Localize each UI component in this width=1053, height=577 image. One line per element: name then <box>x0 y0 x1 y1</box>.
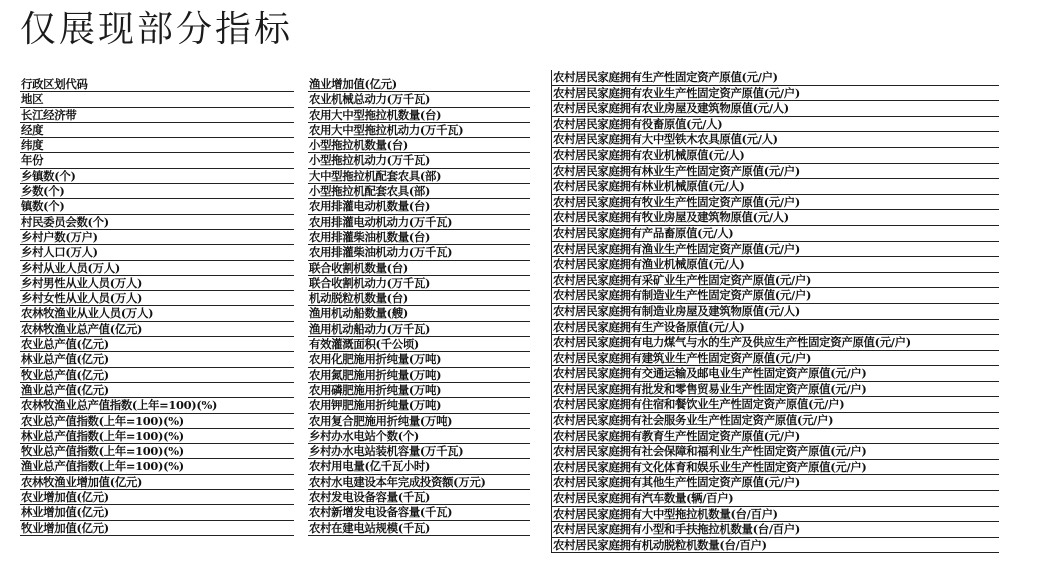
indicator-item: 农村发电设备容量(千瓦) <box>308 490 530 505</box>
indicator-item: 农村居民家庭拥有农业房屋及建筑物原值(元/人) <box>552 101 999 117</box>
indicator-item: 农用大中型拖拉机数量(台) <box>308 108 530 123</box>
indicator-item: 农业总产值(亿元) <box>20 337 294 352</box>
indicator-list <box>20 77 294 536</box>
indicator-item: 乡村人口(万人) <box>20 245 294 260</box>
indicator-item: 联合收割机动力(万千瓦) <box>308 276 530 291</box>
indicator-item: 乡村办水电站装机容量(万千瓦) <box>308 444 530 459</box>
indicator-item: 乡村男性从业人员(万人) <box>20 276 294 291</box>
indicator-item: 农村居民家庭拥有生产设备原值(元/人) <box>552 320 999 336</box>
indicator-item: 农村居民家庭拥有其他生产性固定资产原值(元/户) <box>552 475 999 491</box>
indicator-item: 农村居民家庭拥有产品畜原值(元/人) <box>552 226 999 242</box>
indicator-item: 农村居民家庭拥有役畜原值(元/人) <box>552 117 999 133</box>
indicator-item: 农村居民家庭拥有林业生产性固定资产原值(元/户) <box>552 164 999 180</box>
indicator-item: 农业总产值指数(上年=100)(%) <box>20 414 294 429</box>
indicator-item: 农村居民家庭拥有农业机械原值(元/人) <box>552 148 999 164</box>
indicator-item: 农用复合肥施用折纯量(万吨) <box>308 414 530 429</box>
indicator-item: 农用排灌柴油机数量(台) <box>308 230 530 245</box>
indicator-item: 农林牧渔业增加值(亿元) <box>20 475 294 490</box>
indicator-item: 农村居民家庭拥有林业机械原值(元/人) <box>552 179 999 195</box>
indicator-item: 农村居民家庭拥有渔业生产性固定资产原值(元/户) <box>552 242 999 258</box>
indicator-item: 农用钾肥施用折纯量(万吨) <box>308 398 530 413</box>
indicator-item: 农村用电量(亿千瓦小时) <box>308 459 530 474</box>
indicator-list <box>552 70 999 553</box>
indicator-item: 长江经济带 <box>20 108 294 123</box>
indicator-item: 农用大中型拖拉机动力(万千瓦) <box>308 123 530 138</box>
indicator-item: 农村新增发电设备容量(千瓦) <box>308 505 530 520</box>
indicator-item: 农村水电建设本年完成投资额(万元) <box>308 475 530 490</box>
page-title: 仅展现部分指标 <box>20 9 294 50</box>
indicator-item: 农村居民家庭拥有采矿业生产性固定资产原值(元/户) <box>552 273 999 289</box>
indicator-item: 牧业总产值指数(上年=100)(%) <box>20 444 294 459</box>
indicator-item: 农业机械总动力(万千瓦) <box>308 92 530 107</box>
indicator-item: 村民委员会数(个) <box>20 215 294 230</box>
indicator-item: 机动脱粒机数量(台) <box>308 291 530 306</box>
indicator-item: 农村居民家庭拥有牧业房屋及建筑物原值(元/人) <box>552 210 999 226</box>
indicator-item: 大中型拖拉机配套农具(部) <box>308 169 530 184</box>
indicator-item: 渔用机动船动力(万千瓦) <box>308 322 530 337</box>
indicator-item: 农村居民家庭拥有农业生产性固定资产原值(元/户) <box>552 86 999 102</box>
indicator-item: 农林牧渔业从业人员(万人) <box>20 306 294 321</box>
indicator-item: 行政区划代码 <box>20 77 294 92</box>
indicator-item: 乡数(个) <box>20 184 294 199</box>
indicator-item: 农用排灌电动机动力(万千瓦) <box>308 215 530 230</box>
indicator-item: 林业总产值(亿元) <box>20 352 294 367</box>
indicator-item: 农村居民家庭拥有大中型拖拉机数量(台/百户) <box>552 507 999 523</box>
indicator-item: 地区 <box>20 92 294 107</box>
indicator-item: 渔业总产值指数(上年=100)(%) <box>20 459 294 474</box>
indicator-item: 乡村办水电站个数(个) <box>308 429 530 444</box>
indicator-item: 农村居民家庭拥有住宿和餐饮业生产性固定资产原值(元/户) <box>552 397 999 413</box>
indicator-item: 农用氮肥施用折纯量(万吨) <box>308 368 530 383</box>
indicator-item: 林业总产值指数(上年=100)(%) <box>20 429 294 444</box>
indicator-item: 农村居民家庭拥有牧业生产性固定资产原值(元/户) <box>552 195 999 211</box>
indicator-item: 农用排灌柴油机动力(万千瓦) <box>308 245 530 260</box>
indicator-item: 农用化肥施用折纯量(万吨) <box>308 352 530 367</box>
indicator-item: 农业增加值(亿元) <box>20 490 294 505</box>
indicator-item: 牧业总产值(亿元) <box>20 368 294 383</box>
indicator-item: 农用磷肥施用折纯量(万吨) <box>308 383 530 398</box>
indicator-item: 牧业增加值(亿元) <box>20 521 294 536</box>
indicator-item: 农村居民家庭拥有电力煤气与水的生产及供应生产性固定资产原值(元/户) <box>552 335 999 351</box>
indicator-item: 镇数(个) <box>20 199 294 214</box>
indicator-column-1 <box>20 77 294 536</box>
indicator-item: 小型拖拉机数量(台) <box>308 138 530 153</box>
indicator-item: 联合收割机数量(台) <box>308 261 530 276</box>
indicator-item: 乡镇数(个) <box>20 169 294 184</box>
indicator-item: 农村居民家庭拥有社会服务业生产性固定资产原值(元/户) <box>552 413 999 429</box>
indicator-item: 渔业增加值(亿元) <box>308 77 530 92</box>
indicator-list <box>308 77 530 536</box>
indicator-item: 农村居民家庭拥有大中型铁木农具原值(元/人) <box>552 132 999 148</box>
indicator-item: 农村居民家庭拥有社会保障和福利业生产性固定资产原值(元/户) <box>552 444 999 460</box>
indicator-item: 农林牧渔业总产值指数(上年=100)(%) <box>20 398 294 413</box>
indicator-item: 农村在建电站规模(千瓦) <box>308 521 530 536</box>
indicator-item: 农村居民家庭拥有汽车数量(辆/百户) <box>552 491 999 507</box>
indicator-item: 有效灌溉面积(千公顷) <box>308 337 530 352</box>
indicator-item: 农村居民家庭拥有机动脱粒机数量(台/百户) <box>552 538 999 554</box>
indicator-item: 农村居民家庭拥有建筑业生产性固定资产原值(元/户) <box>552 351 999 367</box>
indicator-item: 农村居民家庭拥有制造业房屋及建筑物原值(元/人) <box>552 304 999 320</box>
indicator-item: 农村居民家庭拥有渔业机械原值(元/人) <box>552 257 999 273</box>
indicator-item: 小型拖拉机动力(万千瓦) <box>308 153 530 168</box>
indicator-item: 乡村户数(万户) <box>20 230 294 245</box>
indicator-item: 渔用机动船数量(艘) <box>308 306 530 321</box>
indicator-item: 农村居民家庭拥有批发和零售贸易业生产性固定资产原值(元/户) <box>552 382 999 398</box>
indicator-item: 农村居民家庭拥有生产性固定资产原值(元/户) <box>552 70 999 86</box>
indicator-item: 乡村女性从业人员(万人) <box>20 291 294 306</box>
indicator-item: 农用排灌电动机数量(台) <box>308 199 530 214</box>
indicator-item: 农村居民家庭拥有制造业生产性固定资产原值(元/户) <box>552 288 999 304</box>
indicator-column-3 <box>551 70 999 553</box>
indicator-item: 乡村从业人员(万人) <box>20 261 294 276</box>
indicator-item: 农村居民家庭拥有交通运输及邮电业生产性固定资产原值(元/户) <box>552 366 999 382</box>
indicator-item: 林业增加值(亿元) <box>20 505 294 520</box>
indicator-item: 农林牧渔业总产值(亿元) <box>20 322 294 337</box>
indicator-item: 小型拖拉机配套农具(部) <box>308 184 530 199</box>
indicator-item: 经度 <box>20 123 294 138</box>
indicator-item: 农村居民家庭拥有小型和手扶拖拉机数量(台/百户) <box>552 522 999 538</box>
indicator-item: 年份 <box>20 153 294 168</box>
indicator-column-2 <box>308 77 530 536</box>
indicator-item: 农村居民家庭拥有教育生产性固定资产原值(元/户) <box>552 429 999 445</box>
indicator-item: 渔业总产值(亿元) <box>20 383 294 398</box>
indicator-item: 农村居民家庭拥有文化体育和娱乐业生产性固定资产原值(元/户) <box>552 460 999 476</box>
indicator-item: 纬度 <box>20 138 294 153</box>
